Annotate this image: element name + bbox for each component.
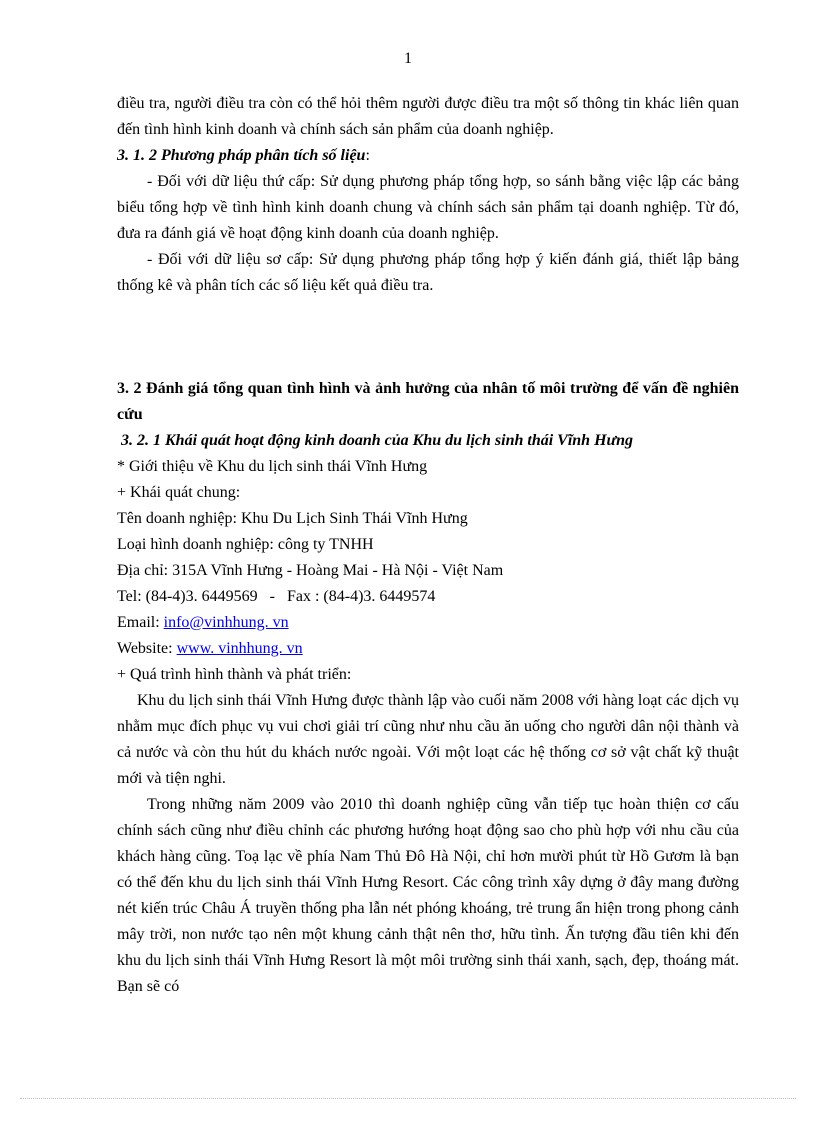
section-3-1-2-block <box>117 91 739 299</box>
section-3-2-block <box>117 376 739 1000</box>
intro-line: * Giới thiệu về Khu du lịch sinh thái Vĩnh Hưng <box>117 458 428 475</box>
heading-3-2: 3. 2 Đánh giá tổng quan tình hình và ảnh hưởng của nhân tố môi trường để vấn đề nghiên cứu <box>117 380 739 423</box>
paragraph-primary-data: - Đối với dữ liệu sơ cấp: Sử dụng phương pháp tổng hợp ý kiến đánh giá, thiết lập bảng thống kê và phân tích các số liệu kết quả điều tra. <box>117 251 739 294</box>
paragraph-history-2: Trong những năm 2009 vào 2010 thì doanh nghiệp cũng vẫn tiếp tục hoàn thiện cơ cấu chính sách cũng như điều chỉnh các phương hướng hoạt động sao cho phù hợp với nhu cầu của khách hàng cũng. Toạ lạc về phía Nam Thủ Đô Hà Nội, chỉ hơn mười phút từ Hồ Gươm là bạn có thể đến khu du lịch sinh thái Vĩnh Hưng Resort. Các công trình xây dựng ở đây mang đường nét kiến trúc Châu Á truyền thống pha lẫn nét phóng khoáng, trẻ trung ẩn hiện trong phong cảnh mây trời, non nước tạo nên một khung cảnh thật nên thơ, hữu tình. Ấn tượng đầu tiên khi đến khu du lịch sinh thái Vĩnh Hưng Resort là một môi trường sinh thái xanh, sạch, đẹp, thoáng mát. Bạn sẽ có <box>117 796 739 995</box>
footer-divider <box>20 1098 796 1099</box>
email-line <box>117 610 739 636</box>
paragraph-survey-continued: điều tra, người điều tra còn có thể hỏi thêm người được điều tra một số thông tin khác liên quan đến tình hình kinh doanh và chính sách sản phẩm của doanh nghiệp. <box>117 95 739 138</box>
website-label: Website: <box>117 640 177 657</box>
heading-3-1-2-text: 3. 1. 2 Phương pháp phân tích số liệu <box>117 147 366 164</box>
page-number: 1 <box>404 50 412 67</box>
website-link[interactable]: www. vinhhung. vn <box>176 640 303 657</box>
history-title: + Quá trình hình thành và phát triển: <box>117 666 352 683</box>
heading-3-1-2-colon: : <box>365 147 370 164</box>
company-address: Địa chỉ: 315A Vĩnh Hưng - Hoàng Mai - Hà Nội - Việt Nam <box>117 562 504 579</box>
paragraph-history-1: Khu du lịch sinh thái Vĩnh Hưng được thành lập vào cuối năm 2008 với hàng loạt các dịch vụ nhằm mục đích phục vụ vui chơi giải trí cũng như nhu cầu ăn uống cho người dân nội thành và cả nước và còn thu hút du khách nước ngoài. Với một loạt các hệ thống cơ sở vật chất kỹ thuật mới và tiện nghi. <box>117 692 739 787</box>
heading-3-2-1: 3. 2. 1 Khái quát hoạt động kinh doanh của Khu du lịch sinh thái Vĩnh Hưng <box>121 432 633 449</box>
email-label: Email: <box>117 614 164 631</box>
company-tel-fax: Tel: (84-4)3. 6449569 - Fax : (84-4)3. 6449574 <box>117 588 436 605</box>
email-link[interactable]: info@vinhhung. vn <box>163 614 289 631</box>
overview-line: + Khái quát chung: <box>117 484 241 501</box>
heading-3-1-2 <box>117 143 739 169</box>
paragraph-secondary-data: - Đối với dữ liệu thứ cấp: Sử dụng phương pháp tổng hợp, so sánh bằng việc lập các bảng biểu tổng hợp về tình hình kinh doanh chung và chính sách sản phẩm tại doanh nghiệp. Từ đó, đưa ra đánh giá về hoạt động kinh doanh của doanh nghiệp. <box>117 173 739 242</box>
website-line <box>117 636 739 662</box>
company-type: Loại hình doanh nghiệp: công ty TNHH <box>117 536 374 553</box>
company-name: Tên doanh nghiệp: Khu Du Lịch Sinh Thái Vĩnh Hưng <box>117 510 468 527</box>
